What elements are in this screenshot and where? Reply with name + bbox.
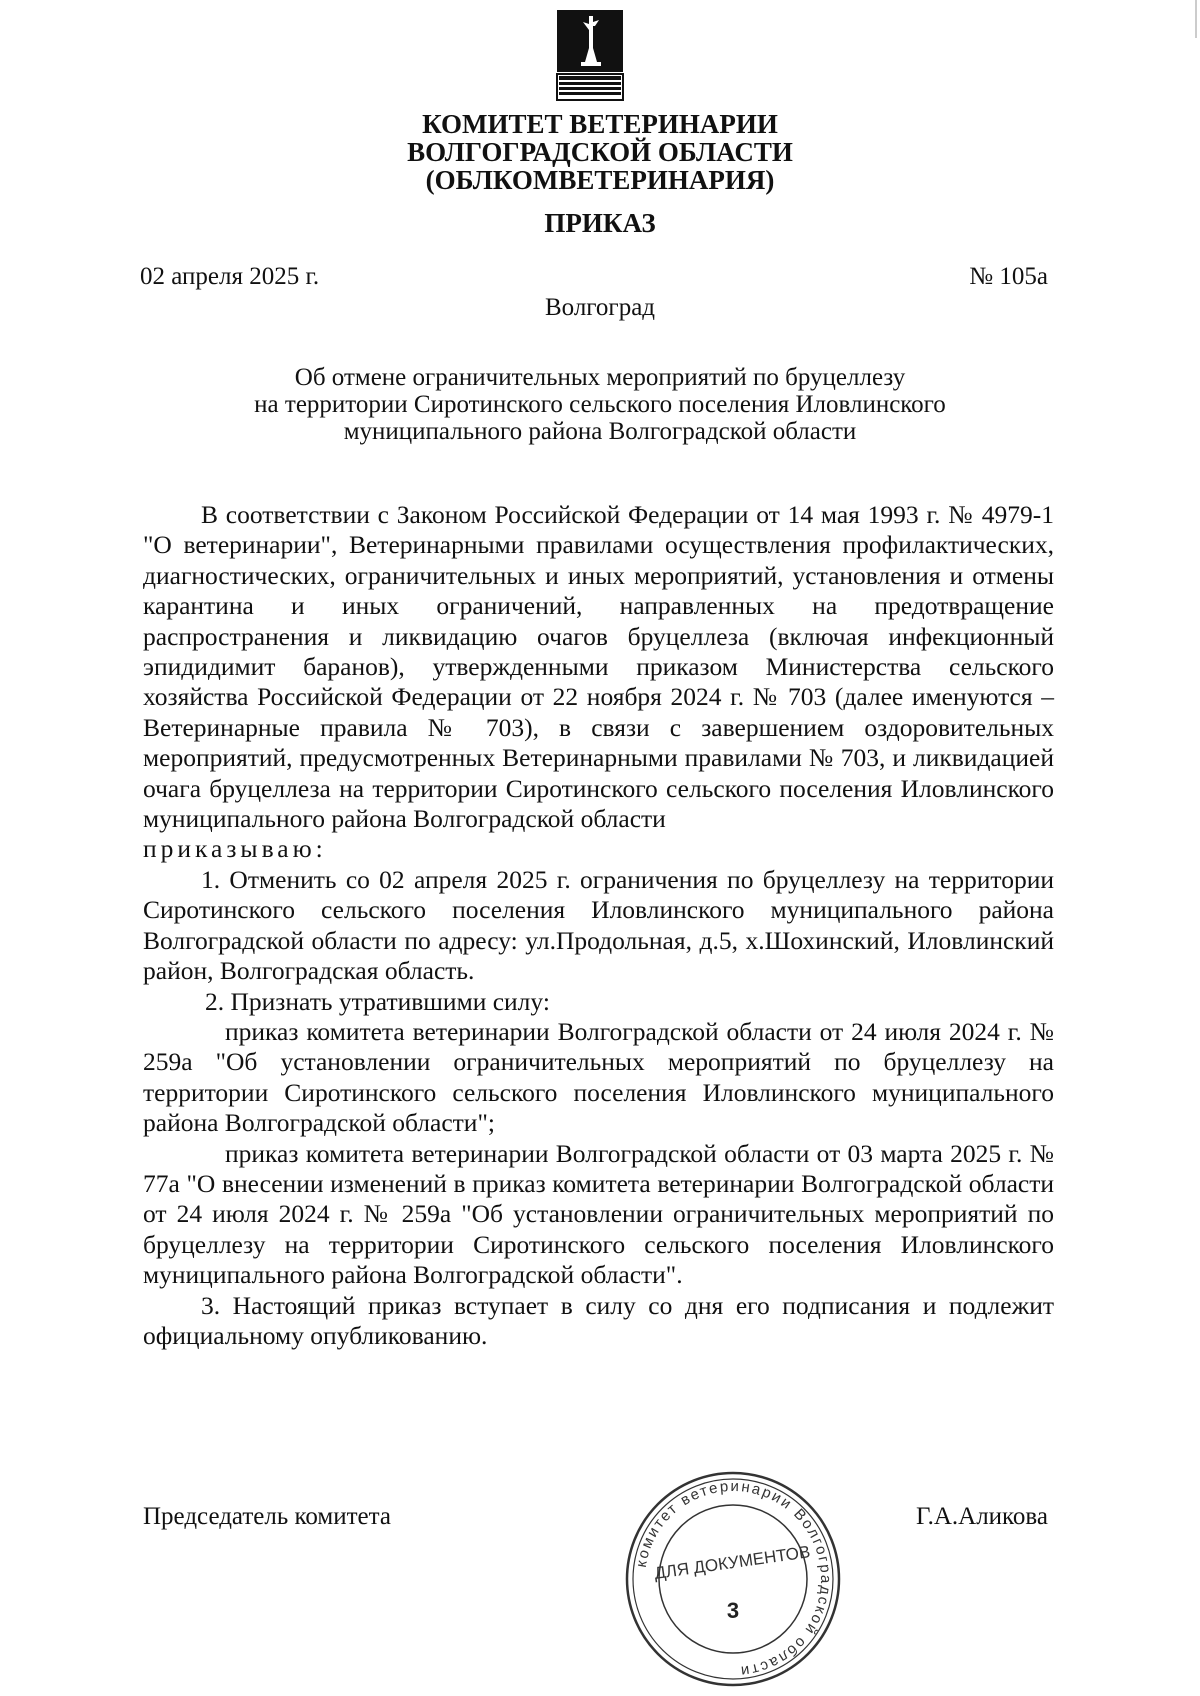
scan-edge-mark	[1188, 0, 1200, 40]
signatory-name: Г.А.Аликова	[915, 1503, 1048, 1530]
document-number: № 105а	[969, 263, 1048, 290]
signatory-position: Председатель комитета	[143, 1503, 391, 1530]
document-subject	[0, 364, 1200, 445]
official-stamp	[622, 1468, 844, 1690]
item-2a-paragraph: приказ комитета ветеринарии Волгоградской области от 24 июля 2024 г. № 259а "Об установлении ограничительных мероприятий по бруцеллезу на территории Сиротинского сельского поселения Иловлинского муниципального района Волгоградской области";	[143, 1016, 1054, 1138]
coat-of-arms-emblem	[555, 8, 625, 102]
order-word: приказываю:	[143, 834, 327, 864]
stamp-number: 3	[726, 1598, 740, 1623]
header-line-1: КОМИТЕТ ВЕТЕРИНАРИИ	[422, 109, 778, 139]
stamp-center-text: ДЛЯ ДОКУМЕНТОВ	[653, 1542, 812, 1583]
item-1-paragraph: 1. Отменить со 02 апреля 2025 г. ограничения по бруцеллезу на территории Сиротинского сельского поселения Иловлинского муниципального района Волгоградской области по адресу: ул.Продольная, д.5, х.Шохинский, Иловлинский район, Волгоградская область.	[143, 864, 1054, 986]
header-line-3: (ОБЛКОМВЕТЕРИНАРИЯ)	[425, 165, 775, 195]
document-type-title: ПРИКАЗ	[544, 208, 656, 238]
stamp-ring-text: комитет ветеринарии Волгоградской области	[632, 1477, 835, 1680]
organization-header	[0, 110, 1200, 194]
document-city: Волгоград	[544, 294, 656, 321]
subject-line-1: Об отмене ограничительных мероприятий по бруцеллезу	[294, 364, 906, 391]
preamble-paragraph: В соответствии с Законом Российской Федерации от 14 мая 1993 г. № 4979-1 "О ветеринарии", Ветеринарными правилами осуществления профилактических, диагностических, ограничительных и иных мероприятий, установления и отмены карантина и иных ограничений, направленных на предотвращение распространения и ликвидацию очагов бруцеллеза (включая инфекционный эпидидимит баранов), утвержденными приказом Министерства сельского хозяйства Российской Федерации от 22 ноября 2024 г. № 703 (далее именуются – Ветеринарные правила № 703), в связи с завершением оздоровительных мероприятий, предусмотренных Ветеринарными правилами № 703, и ликвидацией очага бруцеллеза на территории Сиротинского сельского поселения Иловлинского муниципального района Волгоградской области	[143, 500, 1054, 834]
subject-line-3: муниципального района Волгоградской области	[343, 418, 857, 445]
document-body	[143, 500, 1054, 1351]
header-line-2: ВОЛГОГРАДСКОЙ ОБЛАСТИ	[407, 137, 793, 167]
item-2b-paragraph: приказ комитета ветеринарии Волгоградской области от 03 марта 2025 г. № 77а "О внесении изменений в приказ комитета ветеринарии Волгоградской области от 24 июля 2024 г. № 259а "Об установлении ограничительных мероприятий по бруцеллезу на территории Сиротинского сельского поселения Иловлинского муниципального района Волгоградской области".	[143, 1138, 1054, 1290]
subject-line-2: на территории Сиротинского сельского поселения Иловлинского	[254, 391, 946, 418]
item-2-paragraph: 2. Признать утратившими силу:	[205, 986, 550, 1016]
item-3-paragraph: 3. Настоящий приказ вступает в силу со дня его подписания и подлежит официальному опубликованию.	[143, 1290, 1054, 1350]
document-date: 02 апреля 2025 г.	[140, 263, 320, 290]
